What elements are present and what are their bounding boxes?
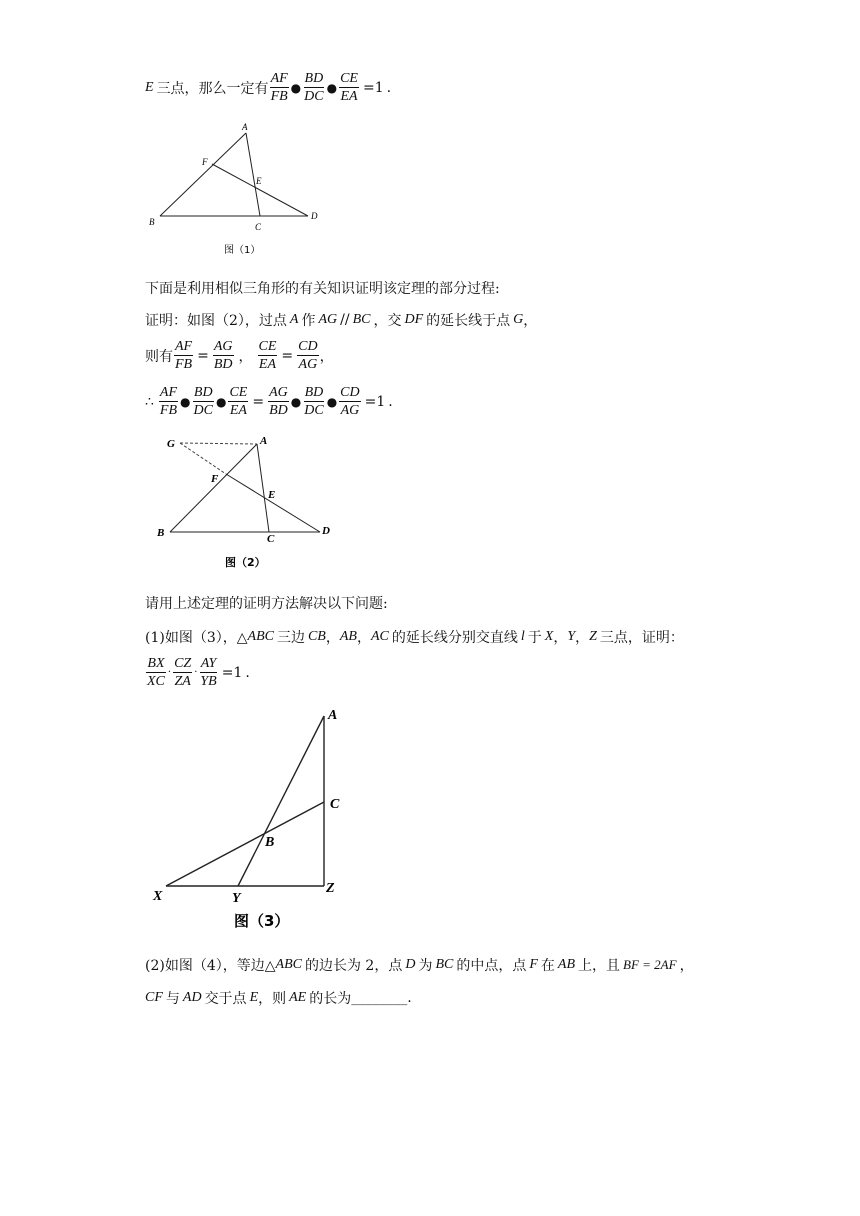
- figure-caption: 图（1）: [224, 245, 261, 256]
- text: 三点，那么一定有: [156, 80, 269, 97]
- label-Y: Y: [232, 891, 241, 906]
- label-G: G: [167, 438, 175, 450]
- label-D: D: [322, 525, 330, 537]
- task-text: 请用上述定理的证明方法解决以下问题:: [145, 596, 388, 612]
- label-B: B: [149, 217, 155, 227]
- label-F: F: [202, 157, 208, 167]
- question-1-equation: $\frac{BX}{XC}$ · $\frac{CZ}{ZA}$ · $\frac{AY}{YB}$ =1 .: [147, 656, 250, 689]
- fraction-CE-EA: $\frac{CE}{EA}$: [340, 71, 358, 104]
- label-A: A: [260, 435, 268, 447]
- proof-line-3: ∴ $\frac{AF}{FB}$ ● $\frac{BD}{DC}$ ● $\frac{CE}{EA}$ = $\frac{AG}{BD}$ ● $\frac{BD}{DC}$ ● $\frac{CD}{AG}$ =1 .: [145, 385, 393, 418]
- proof-line-2: 则有 $\frac{AF}{FB}$ = $\frac{AG}{BD}$ ， $\frac{CE}{EA}$ = $\frac{CD}{AG}$ ，: [145, 339, 334, 372]
- figure-caption: 图（3）: [234, 912, 290, 930]
- label-D: D: [311, 211, 318, 221]
- answer-blank[interactable]: ________: [351, 990, 408, 1006]
- label-F: F: [211, 473, 219, 485]
- figure-caption: 图（2）: [225, 556, 266, 569]
- label-X: X: [153, 889, 163, 904]
- label-B: B: [265, 835, 275, 850]
- figure-3: [148, 700, 358, 940]
- theorem-statement-line: E 三点，那么一定有 $\frac{AF}{FB}$ ● $\frac{BD}{DC}$ ● $\frac{CE}{EA}$ =1 .: [145, 71, 392, 104]
- figure-2: [150, 430, 350, 575]
- proof-line-1: 证明：如图（2），过点 A 作 AG // BC ，交 DF 的延长线于点 G ，: [145, 312, 538, 329]
- equals-one: =1: [362, 79, 384, 96]
- label-E: E: [256, 176, 262, 186]
- label-C: C: [330, 797, 340, 812]
- fraction-BD-DC: $\frac{BD}{DC}$: [304, 71, 324, 104]
- label-B: B: [157, 527, 165, 539]
- question-2-line-2: CF 与 AD 交于点 E ，则 AE 的长为 ________ .: [145, 990, 412, 1007]
- label-E: E: [268, 489, 276, 501]
- label-C: C: [255, 222, 262, 232]
- figure-1: [140, 118, 340, 263]
- question-1-line: (1)如图（3），△ ABC 三边 CB ， AB ， AC 的延长线分别交直线 l 于 X ， Y ， Z 三点，证明：: [145, 629, 684, 646]
- label-Z: Z: [326, 881, 335, 896]
- fraction-AF-FB: $\frac{AF}{FB}$: [270, 71, 288, 104]
- var-E: E: [145, 79, 154, 95]
- label-A: A: [328, 708, 338, 723]
- label-C: C: [267, 533, 275, 545]
- intro-text: 下面是利用相似三角形的有关知识证明该定理的部分过程:: [145, 281, 500, 297]
- label-A: A: [242, 122, 248, 132]
- question-2-line-1: (2)如图（4），等边△ ABC 的边长为 2，点 D 为 BC 的中点，点 F 在 AB 上，且 BF = 2AF ，: [145, 957, 694, 974]
